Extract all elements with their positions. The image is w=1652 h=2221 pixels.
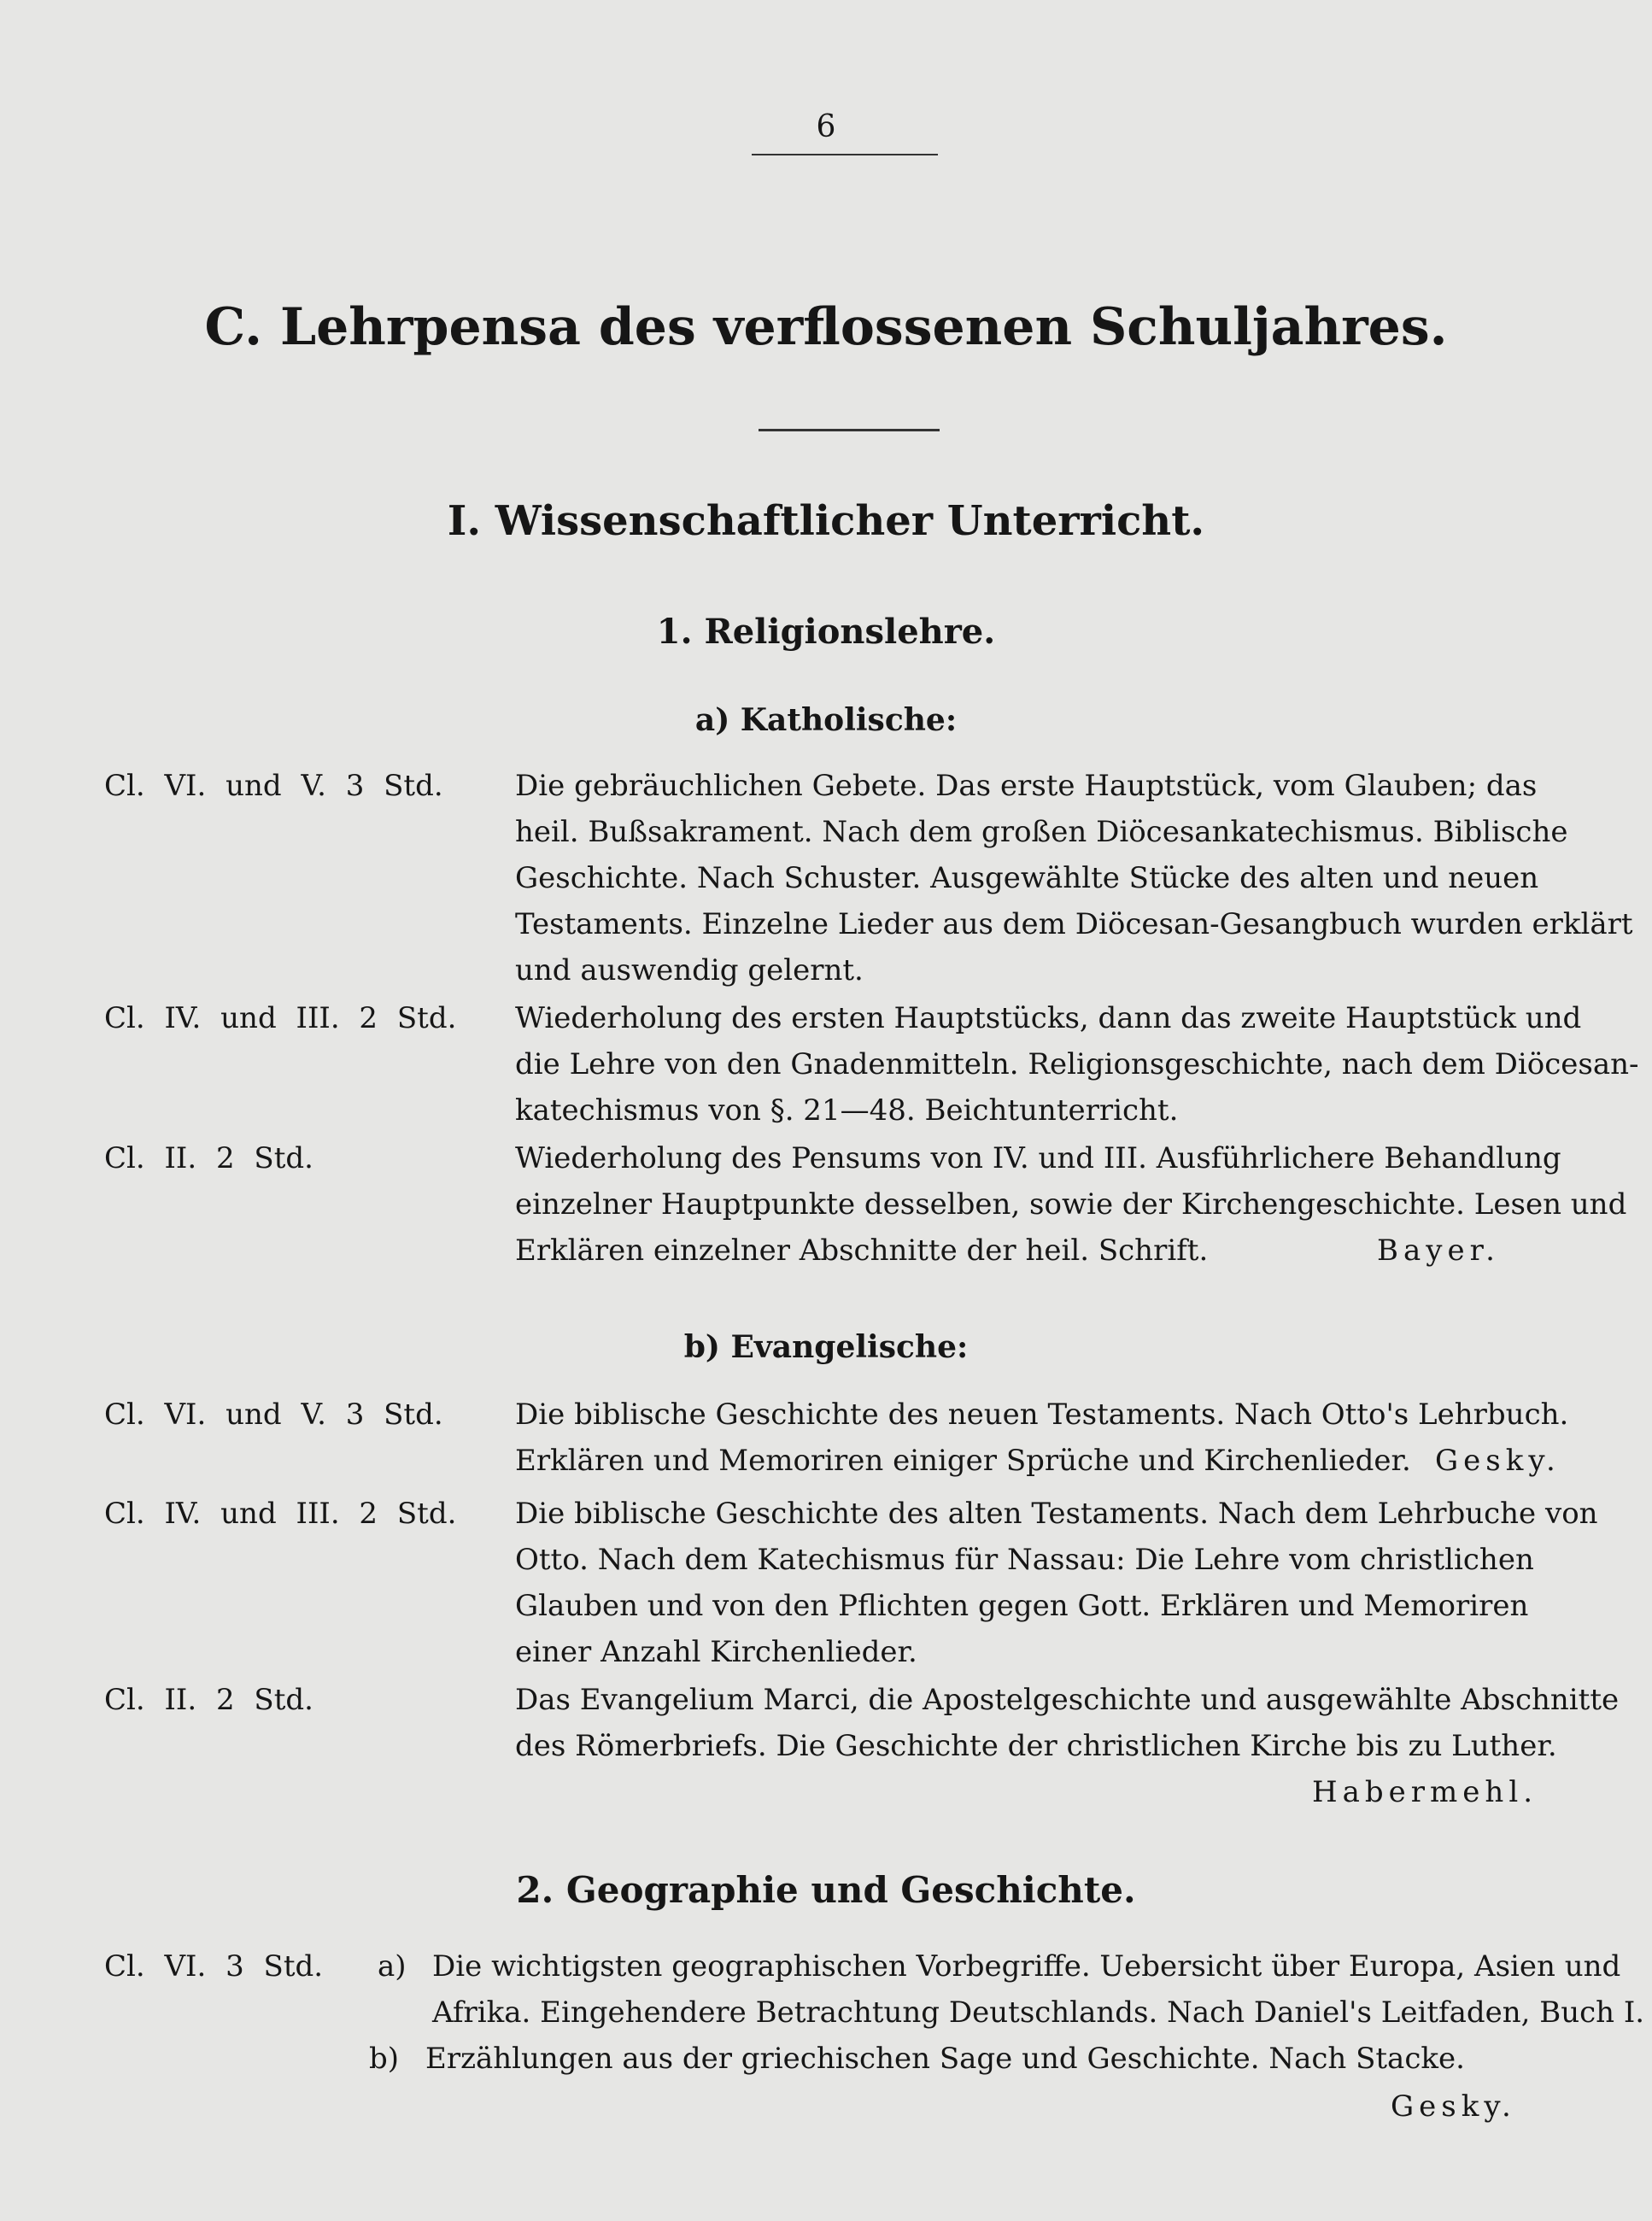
geography-entry-label: Cl. VI. 3 Std. [104, 1949, 324, 1984]
geography-part-b-line-1: Erzählungen aus der griechischen Sage und Geschichte. Nach Stacke. [425, 2042, 1465, 2076]
heading-divider [759, 429, 940, 431]
catholic-entry-3-line-1: Wiederholung des Pensums von IV. und III. Ausführlichere Behandlung [515, 1141, 1561, 1175]
catholic-entry-3-line-3: Erklären einzelner Abschnitte der heil. Schrift. [515, 1234, 1209, 1268]
catholic-entry-2-line-1: Wiederholung des ersten Hauptstücks, dann das zweite Hauptstück und [515, 1001, 1582, 1035]
evangelical-entry-2-line-4: einer Anzahl Kirchenlieder. [515, 1635, 917, 1669]
evangelical-heading: b) Evangelische: [683, 1329, 969, 1365]
evangelical-entry-2-line-3: Glauben und von den Pflichten gegen Gott. Erklären und Memoriren [515, 1589, 1529, 1623]
catholic-signature: Bayer. [1377, 1234, 1500, 1268]
catholic-heading: a) Katholische: [694, 702, 958, 738]
geography-part-a-marker: a) [378, 1949, 407, 1984]
catholic-entry-1-line-1: Die gebräuchlichen Gebete. Das erste Hauptstück, vom Glauben; das [515, 769, 1538, 803]
evangelical-entry-1-line-1: Die biblische Geschichte des neuen Testaments. Nach Otto's Lehrbuch. [515, 1398, 1569, 1432]
religion-heading: 1. Religionslehre. [656, 612, 996, 652]
evangelical-entry-1-label: Cl. VI. und V. 3 Std. [104, 1398, 443, 1432]
catholic-entry-3-label: Cl. II. 2 Std. [104, 1141, 313, 1175]
geography-part-a-line-1: Die wichtigsten geographischen Vorbegriffe. Uebersicht über Europa, Asien und [432, 1949, 1621, 1984]
evangelical-entry-3-label: Cl. II. 2 Std. [104, 1683, 313, 1717]
page-number-rule [752, 154, 938, 155]
evangelical-entry-3-line-1: Das Evangelium Marci, die Apostelgeschichte und ausgewählte Abschnitte [515, 1683, 1620, 1717]
catholic-entry-1-line-5: und auswendig gelernt. [515, 953, 864, 987]
evangelical-entry-3-line-2: des Römerbriefs. Die Geschichte der christlichen Kirche bis zu Luther. [515, 1729, 1557, 1763]
geography-heading: 2. Geographie und Geschichte. [516, 1869, 1136, 1911]
evangelical-entry-2-label: Cl. IV. und III. 2 Std. [104, 1497, 457, 1531]
part-heading: I. Wissenschaftlicher Unterricht. [447, 497, 1205, 545]
catholic-entry-3-line-2: einzelner Hauptpunkte desselben, sowie der Kirchengeschichte. Lesen und [515, 1187, 1627, 1222]
evangelical-signature-2: Habermehl. [1312, 1775, 1538, 1809]
evangelical-entry-1-line-2: Erklären und Memoriren einiger Sprüche und Kirchenlieder. [515, 1444, 1411, 1478]
evangelical-signature-1: Gesky. [1435, 1444, 1561, 1478]
catholic-entry-1-line-3: Geschichte. Nach Schuster. Ausgewählte Stücke des alten und neuen [515, 861, 1539, 895]
geography-part-a-line-2: Afrika. Eingehendere Betrachtung Deutschlands. Nach Daniel's Leitfaden, Buch I. [432, 1995, 1645, 2030]
catholic-entry-1-line-2: heil. Bußsakrament. Nach dem großen Diöcesankatechismus. Biblische [515, 815, 1568, 849]
catholic-entry-1-line-4: Testaments. Einzelne Lieder aus dem Diöcesan-Gesangbuch wurden erklärt [515, 907, 1633, 941]
catholic-entry-2-label: Cl. IV. und III. 2 Std. [104, 1001, 457, 1035]
geography-part-b-marker: b) [369, 2042, 400, 2076]
geography-signature: Gesky. [1391, 2089, 1516, 2124]
section-heading: C. Lehrpensa des verflossenen Schuljahres. [204, 297, 1448, 357]
page-number: 6 [816, 109, 836, 144]
evangelical-entry-2-line-2: Otto. Nach dem Katechismus für Nassau: Die Lehre vom christlichen [515, 1543, 1534, 1577]
catholic-entry-2-line-3: katechismus von §. 21—48. Beichtunterricht. [515, 1093, 1179, 1128]
evangelical-entry-2-line-1: Die biblische Geschichte des alten Testaments. Nach dem Lehrbuche von [515, 1497, 1598, 1531]
catholic-entry-1-label: Cl. VI. und V. 3 Std. [104, 769, 443, 803]
catholic-entry-2-line-2: die Lehre von den Gnadenmitteln. Religionsgeschichte, nach dem Diöcesan- [515, 1047, 1639, 1081]
